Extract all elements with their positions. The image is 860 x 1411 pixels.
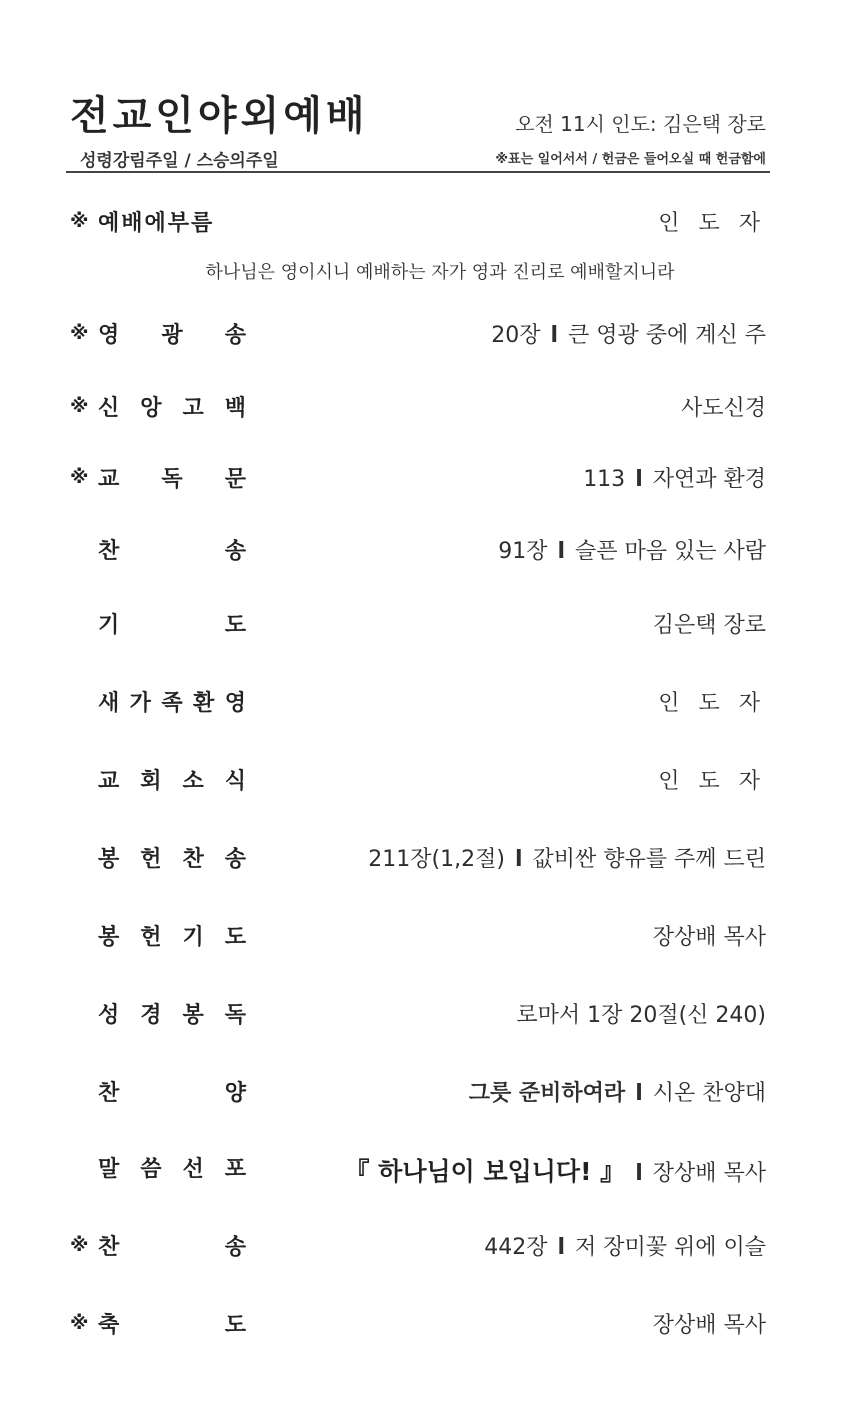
order-label <box>98 1230 246 1261</box>
time-and-leader: 오전 11시 인도: 김은택 장로 <box>515 112 766 136</box>
label-char: 경 <box>140 1003 162 1028</box>
anthem-title: 그릇 준비하여라 <box>468 1081 626 1106</box>
hymn-title: 큰 영광 중에 계신 주 <box>568 323 766 348</box>
label-char: 봉 <box>182 1003 204 1028</box>
standing-mark: ※ <box>70 395 89 417</box>
label-char: 봉 <box>98 925 120 950</box>
standing-mark: ※ <box>70 210 89 232</box>
page-title: 전교인야외예배 <box>70 93 369 139</box>
label-char: 문 <box>224 467 246 492</box>
label-char: 봉 <box>98 847 120 872</box>
separator: l <box>557 1235 565 1260</box>
order-item-sermon <box>70 1148 766 1188</box>
separator: l <box>635 467 643 492</box>
order-item-scripture-reading <box>70 994 766 1034</box>
order-value <box>469 1076 766 1107</box>
order-item-new-family-welcome <box>70 682 766 722</box>
order-item-gloria <box>70 314 766 354</box>
order-label <box>98 462 246 493</box>
separator: l <box>550 323 558 348</box>
standing-mark: ※ <box>70 1312 89 1334</box>
standing-mark: ※ <box>70 466 89 488</box>
hymn-number: 20장 <box>491 323 541 348</box>
label-char: 가 <box>129 691 151 716</box>
order-value <box>344 1152 766 1188</box>
subtitle: 성령강림주일 / 스승의주일 <box>80 151 279 171</box>
order-item-church-news <box>70 760 766 800</box>
label-char: 씀 <box>140 1157 162 1182</box>
label-char: 영 <box>98 323 120 348</box>
order-label <box>98 534 246 565</box>
order-label: 예배에부름 <box>98 211 215 236</box>
order-item-anthem <box>70 1072 766 1112</box>
label-char: 교 <box>98 467 120 492</box>
order-label <box>98 842 246 873</box>
label-char: 송 <box>224 1235 246 1260</box>
order-item-benediction <box>70 1304 766 1344</box>
label-char: 헌 <box>140 925 162 950</box>
label-char: 선 <box>182 1157 204 1182</box>
sermon-title: 『 하나님이 보입니다! 』 <box>344 1157 626 1186</box>
order-label <box>98 608 246 639</box>
order-label <box>98 1076 246 1107</box>
separator: l <box>557 539 565 564</box>
label-char: 송 <box>224 323 246 348</box>
order-value: 사도신경 <box>680 396 766 421</box>
label-char: 양 <box>224 1081 246 1106</box>
separator: l <box>635 1081 643 1106</box>
separator: l <box>635 1161 643 1186</box>
order-item-call-to-worship <box>70 202 766 242</box>
order-item-creed <box>70 387 766 427</box>
label-char: 찬 <box>98 1081 120 1106</box>
label-char: 독 <box>224 1003 246 1028</box>
order-label <box>98 920 246 951</box>
order-item-offertory-hymn <box>70 838 766 878</box>
label-char: 식 <box>224 769 246 794</box>
label-char: 고 <box>182 396 204 421</box>
label-char: 포 <box>224 1157 246 1182</box>
label-char: 백 <box>224 396 246 421</box>
label-char: 축 <box>98 1313 120 1338</box>
label-char: 환 <box>193 691 215 716</box>
label-char: 송 <box>224 539 246 564</box>
label-char: 송 <box>224 847 246 872</box>
order-value <box>491 318 766 349</box>
order-item-responsive-reading <box>70 458 766 498</box>
hymn-number: 91장 <box>498 539 548 564</box>
order-item-offertory-prayer <box>70 916 766 956</box>
hymn-title: 값비싼 향유를 주께 드린 <box>532 847 766 872</box>
hymn-title: 슬픈 마음 있는 사람 <box>575 539 766 564</box>
order-value: 로마서 1장 20절(신 240) <box>516 1003 766 1028</box>
call-verse: 하나님은 영이시니 예배하는 자가 영과 진리로 예배할지니라 <box>205 262 675 283</box>
order-value <box>484 1230 766 1261</box>
order-value <box>583 462 766 493</box>
label-char: 기 <box>98 613 120 638</box>
order-value: 김은택 장로 <box>652 613 766 638</box>
order-value: 장상배 목사 <box>652 1313 766 1338</box>
label-char: 앙 <box>140 396 162 421</box>
label-char: 도 <box>224 613 246 638</box>
hymn-title: 저 장미꽃 위에 이슬 <box>575 1235 766 1260</box>
label-char: 새 <box>98 691 120 716</box>
label-char: 헌 <box>140 847 162 872</box>
label-char: 찬 <box>98 539 120 564</box>
label-char: 도 <box>224 925 246 950</box>
order-label <box>98 318 246 349</box>
order-value: 인 도 자 <box>658 769 766 794</box>
label-char: 말 <box>98 1157 120 1182</box>
order-item-closing-hymn <box>70 1226 766 1266</box>
standing-mark: ※ <box>70 322 89 344</box>
order-label <box>98 391 246 422</box>
order-label <box>98 1152 246 1183</box>
order-value <box>368 842 766 873</box>
label-char: 기 <box>182 925 204 950</box>
label-char: 찬 <box>182 847 204 872</box>
preacher: 장상배 목사 <box>652 1161 766 1186</box>
label-char: 독 <box>161 467 183 492</box>
label-char: 족 <box>161 691 183 716</box>
standing-note: ※표는 일어서서 / 헌금은 들어오실 때 헌금함에 <box>495 152 766 167</box>
order-value: 장상배 목사 <box>652 925 766 950</box>
label-char: 소 <box>182 769 204 794</box>
order-item-prayer <box>70 604 766 644</box>
reading-title: 자연과 환경 <box>652 467 766 492</box>
order-label <box>98 764 246 795</box>
header <box>66 84 770 174</box>
standing-mark: ※ <box>70 1234 89 1256</box>
hymn-number: 442장 <box>484 1235 548 1260</box>
label-char: 성 <box>98 1003 120 1028</box>
order-label <box>98 686 246 717</box>
header-divider <box>66 171 770 173</box>
label-char: 영 <box>224 691 246 716</box>
label-char: 회 <box>140 769 162 794</box>
order-value: 인 도 자 <box>658 211 766 236</box>
label-char: 광 <box>161 323 183 348</box>
label-char: 찬 <box>98 1235 120 1260</box>
order-label <box>98 998 246 1029</box>
label-char: 교 <box>98 769 120 794</box>
label-char: 신 <box>98 396 120 421</box>
label-char: 도 <box>224 1313 246 1338</box>
order-label <box>98 1308 246 1339</box>
reading-number: 113 <box>583 467 626 492</box>
separator: l <box>514 847 523 872</box>
order-item-hymn <box>70 530 766 570</box>
order-value: 인 도 자 <box>658 691 766 716</box>
choir-name: 시온 찬양대 <box>652 1081 766 1106</box>
hymn-number: 211장(1,2절) <box>368 847 505 872</box>
order-value <box>498 534 766 565</box>
